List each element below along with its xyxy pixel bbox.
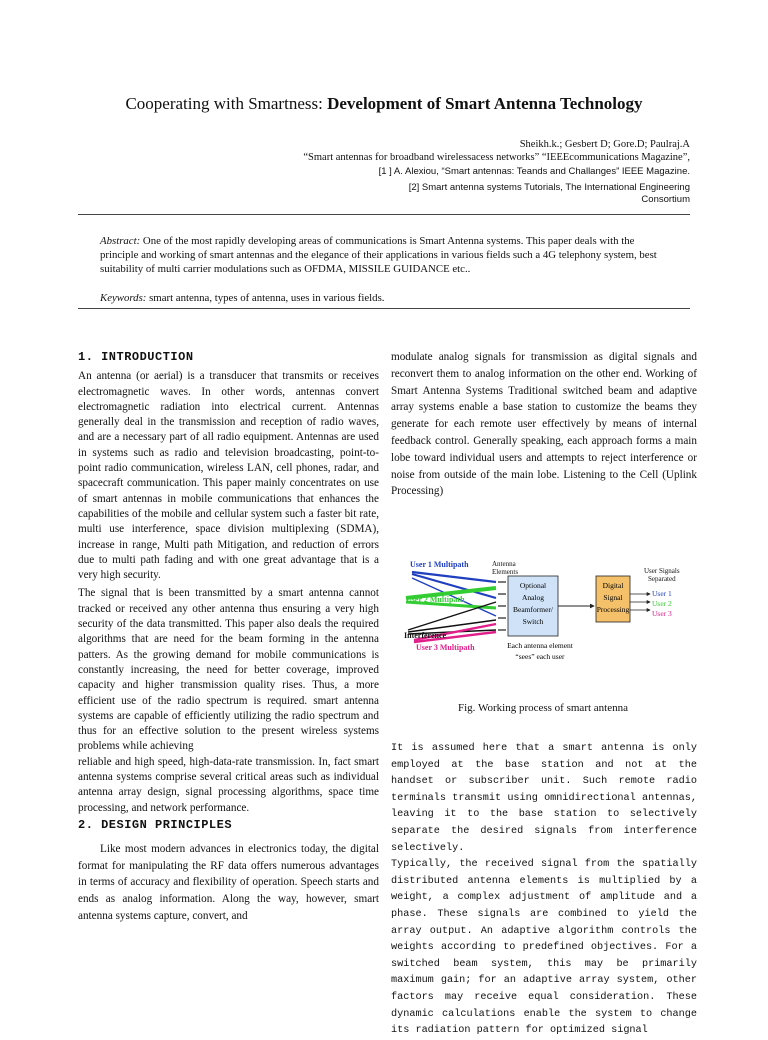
box1-line-4: Switch bbox=[522, 617, 544, 626]
keywords-label: Keywords: bbox=[100, 292, 147, 304]
box1-line-3: Beamformer/ bbox=[513, 605, 553, 614]
intro-paragraph-2: The signal that is been transmitted by a smart antenna cannot tracked or received any other antenna thus ensuring a very high security of the data transmitted. This paper also deals the required algorithms that are need for the beam forming in the antenna patters. As the growing demand for mobile communications is constantly increasing, the need for better coverage, improved capacity and higher transmission quality rises. Thus, a more efficient use of the radio spectrum is required. smart antenna systems are capable of efficiently utilizing the radio spectrum and thus for an effective solution to the present wireless systems problems while achieving bbox=[78, 587, 379, 753]
box2-line-2: Signal bbox=[603, 593, 623, 602]
reference-1: [1 ] A. Alexiou, “Smart antennas: Teands and Challanges” IEEE Magazine. bbox=[378, 166, 690, 177]
figure-caption: Fig. Working process of smart antenna bbox=[458, 702, 628, 714]
typically-paragraph: Typically, the received signal from the spatially distributed antenna elements is multiplied by a weight, a complex adjustment of amplitude and a phase. These signals are combined to yield the array output. An adaptive algorithm controls the weights according to predefined objectives. For a switched beam system, this may be primarily maximum gain; for an adaptive array system, other factors may receive equal consideration. These dynamic calculations enable the system to change its radiation pattern for optimized signal bbox=[391, 859, 697, 1037]
title-lead: Cooperating with Smartness: bbox=[125, 94, 323, 113]
label-interference: Interference bbox=[404, 631, 447, 640]
abstract bbox=[100, 234, 675, 276]
abstract-text: One of the most rapidly developing areas of communications is Smart Antenna systems. This paper deals with the principle and working of smart antennas and the elegance of their applications in various fields such a 4G telephony system, best suitability of multi carrier modulations such as OFDMA, MISSILE GUIDANCE etc.. bbox=[100, 235, 657, 275]
paper-title bbox=[0, 94, 768, 114]
box2-line-1: Digital bbox=[602, 581, 624, 590]
left-column bbox=[78, 350, 379, 924]
label-antenna-1: Antenna bbox=[492, 560, 516, 568]
label-user-1: User 1 Multipath bbox=[410, 560, 469, 569]
intro-paragraph-1: An antenna (or aerial) is a transducer that transmits or receives electromagnetic waves. In other words, antennas convert electromagnetic radiation into electrical current. Antennas generally deal in the transmission and reception of radio waves, and are a necessary part of all radio equipment. Antennas are used in systems such as radio and television broadcasting, point-to-point radio communication, wireless LAN, cell phones, radar, and spacecraft communication. This paper mainly concentrates on use of smart antennas in mobile communications that enhances the capabilities of the mobile and cellular system such a faster bit rate, multi use interference, space division multiplexing (SDMA), increase in range, Multi path Mitigation, and reduction of errors due to multi path fading and with one great advantage that is a very high security. bbox=[78, 370, 379, 582]
reference-2b: Consortium bbox=[641, 194, 690, 205]
label-user-2: User 2 Multipath bbox=[406, 595, 465, 604]
output-user-1: User 1 bbox=[652, 589, 672, 598]
reference-2a: [2] Smart antenna systems Tutorials, The International Engineering bbox=[408, 182, 690, 193]
authors: Sheikh.k.; Gesbert D; Gore.D; Paulraj.A bbox=[519, 139, 690, 150]
label-separated-2: Separated bbox=[648, 575, 676, 583]
interference-arrows bbox=[408, 602, 496, 634]
box2-line-3: Processing bbox=[596, 605, 630, 614]
antenna-elements bbox=[498, 582, 506, 630]
reference-0: “Smart antennas for broadband wirelessacess networks” “IEEEcommunications Magazine”, bbox=[303, 152, 690, 163]
working-paragraph: modulate analog signals for transmission as digital signals and reconvert them to analog information on the other end. Working of Smart Antenna Systems Traditional switched beam and adaptive array systems enable a base station to customize the beams they generate for each remote user effectively by means of internal feedback control. Generally speaking, each approach forms a main lobe toward individual users and attempts to reject interference or noise from outside of the main lobe. Listening to the Cell (Uplink Processing) bbox=[391, 351, 697, 498]
title-bold: Development of Smart Antenna Technology bbox=[327, 94, 643, 113]
box1-line-2: Analog bbox=[521, 593, 545, 602]
top-divider bbox=[78, 214, 690, 215]
label-separated-1: User Signals bbox=[644, 567, 680, 575]
assumption-paragraph: It is assumed here that a smart antenna is only employed at the base station and not at the handset or subscriber unit. Such remote radio terminals transmit using omnidirectional antennas, leaving it to the base station to selectively separate the desired signals from interference selectively. bbox=[391, 743, 697, 854]
keywords bbox=[100, 292, 384, 304]
output-arrows bbox=[630, 594, 650, 610]
section-2-heading: 2. DESIGN PRINCIPLES bbox=[78, 817, 233, 832]
section-1-heading: 1. INTRODUCTION bbox=[78, 350, 194, 364]
output-user-3: User 3 bbox=[652, 609, 672, 618]
right-column-bottom bbox=[391, 741, 697, 1040]
bottom-divider bbox=[78, 308, 690, 309]
right-column-top bbox=[391, 349, 697, 500]
design-paragraph-1: Like most modern advances in electronics today, the digital format for manipulating the RF data offers numerous advantages in terms of accuracy and flexibility of operation. Speech starts and ends as analog information. Along the way, however, smart antenna systems capture, convert, and bbox=[78, 843, 379, 922]
intro-paragraph-3: reliable and high speed, high-data-rate transmission. In, fact smart antenna systems comprise several critical areas such as individual antenna array design, signal processing algorithms, space time processing, and network performance. bbox=[78, 755, 379, 814]
note-line-2: “sees” each user bbox=[515, 652, 565, 661]
smart-antenna-figure bbox=[398, 558, 698, 668]
label-user-3: User 3 Multipath bbox=[416, 643, 475, 652]
box1-line-1: Optional bbox=[519, 581, 547, 590]
keywords-text: smart antenna, types of antenna, uses in various fields. bbox=[149, 292, 385, 304]
note-line-1: Each antenna element bbox=[507, 641, 573, 650]
label-antenna-2: Elements bbox=[492, 568, 519, 576]
output-user-2: User 2 bbox=[652, 599, 672, 608]
abstract-label: Abstract: bbox=[100, 235, 141, 247]
